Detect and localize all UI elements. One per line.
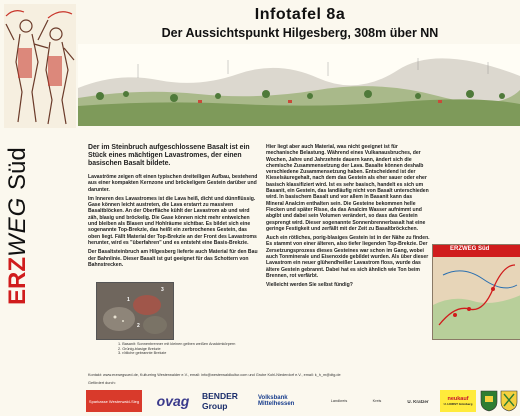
lead-paragraph: Der im Steinbruch aufgeschlossene Basalt ist ein Stück eines mächtigen Lavastromes, der einen basischen Basalt bildete. [88,144,250,167]
miners-illustration [4,4,76,128]
coat-of-arms-icon [500,390,518,412]
kreis-logo: Kreis [372,399,382,403]
map-title: ERZWEG Süd [450,246,490,252]
text-column-left [88,144,258,271]
paragraph: Auch ein rötliches, porig-blasiges Gestein ist in der Nähe zu finden. Es stammt von einer älteren, also tiefer liegenden Top-Brekzie. Der Zersetzungsprozess dieses Gesteines war schon im Gang, wobei auch Tonminerale und Eisenoxide gebildet wurden. Als über dieser Lavastrom ein neuer glühendheißer Lavastrom floss, wurde das ältere Gestein gebrannt. Dabei hat es sich ähnlich wie Ton beim Brennen, rot verfärbt. [266,235,430,279]
kratzer-logo: U. Kratzer [407,398,429,404]
panorama-sketch [78,44,520,126]
left-column [0,0,78,416]
neukauf-logo: neukauf U. HORST Grünberg [440,390,476,412]
text-column-right [266,144,430,292]
coat-of-arms-icon [480,390,498,412]
board-number: Infotafel 8a [254,6,346,23]
paragraph: Lavaströme zeigen oft einen typischen dreiteiligen Aufbau, bestehend aus einer kompakten Kernzone und bröckeligem Gestein darüber und darunter. [88,174,258,193]
contact-line: Kontakt: www.erzwegsued.de, Kulturring Westerwalder e.V., email: info@westerwaldkultur.com und Grube Kohl-Niederdorf e.V., email: k_h_m@dtg.de [88,373,341,377]
paragraph: Im Inneren des Lavastromes ist die Lava heiß, dicht und dünnflüssig. Gase können leicht austreten, die Lava erstarrt zu massiven Basaltblöcken. An der Oberfläche kühlt der Lavastrom ab und wird zäh, blasig und bröckelig. Die Gase können nicht mehr entweichen und bleiben als Blasen und Hohlräume sichtbar. Es bildet sich eine sogenannte Top-Brekzie, das heißt ein zerbrochenes Gestein, das oben liegt. Fällt Material der Top-Brekzie an der Front des Lavastroms herunter, wird es "überfahren" und es entsteht eine Basis-Brekzie. [88,195,257,246]
ovag-logo: ovag [156,393,190,409]
paragraph: Vielleicht werden Sie selbst fündig? [266,282,353,289]
board-title: Der Aussichtspunkt Hilgesberg, 308m über NN [161,26,439,40]
volksbank-logo: Volksbank Mittelhessen [258,395,295,407]
photo-caption: 1. Basanit: Sonnenbrenner mit kleinen gelben weißen Analcimkörpern 2. Grünig-blasige Brekzie 3. rötliche gebrannte Brekzie [118,342,236,356]
funded-label: Gefördert durch: [88,381,116,385]
erzweg-brand: ERZWEG Süd [4,147,31,305]
landkreis-logo: Landkreis [330,399,348,403]
route-map [432,244,520,340]
bender-logo: BENDER Group [202,391,238,411]
rock-photo: 1 2 3 [96,282,174,340]
sparkasse-logo: Sparkasse Westerwald-Sieg [86,390,142,412]
paragraph: Der Basaltsteinbruch am Hilgesberg lieferte auch Material für den Bau der Bahnlinie. Dieser Basalt ist gut geeignet für das Schottern von Bahnstrecken. [88,249,258,268]
paragraph: Hier liegt aber auch Material, was nicht geeignet ist für mechanische Belastung. Während eines Vulkanausbruches, der Wochen, Jahre und Jahrzehnte dauern kann, ändert sich die chemische Zusammensetzung der Lava. Basalte können deshalb verschiedene Zusammensetzung haben. Entscheidend ist der Kieselsäuregehalt, nach dem das Gestein als eher sauer oder eher basisch klassifiziert wird. Ist es sehr basisch, handelt es sich um Basanit, ein Gestein, das landläufig nicht von Basalt unterschieden wird. In basischem Basalt und vor allem in Basanit kann das Mineral Analcim enthalten sein. Die Gesteine bekommen helle Flecken und später Risse, da das Analcim Wasser aufnimmt und abgibt und dabei sein Volumen verändert, so dass das Gestein gesprengt wird. Dieser sogenannte Sonnenbrennerbasalt hat eine geringe Festigkeit und zerfällt mit der Zeit zu Basaltbröckchen. [266,144,429,232]
